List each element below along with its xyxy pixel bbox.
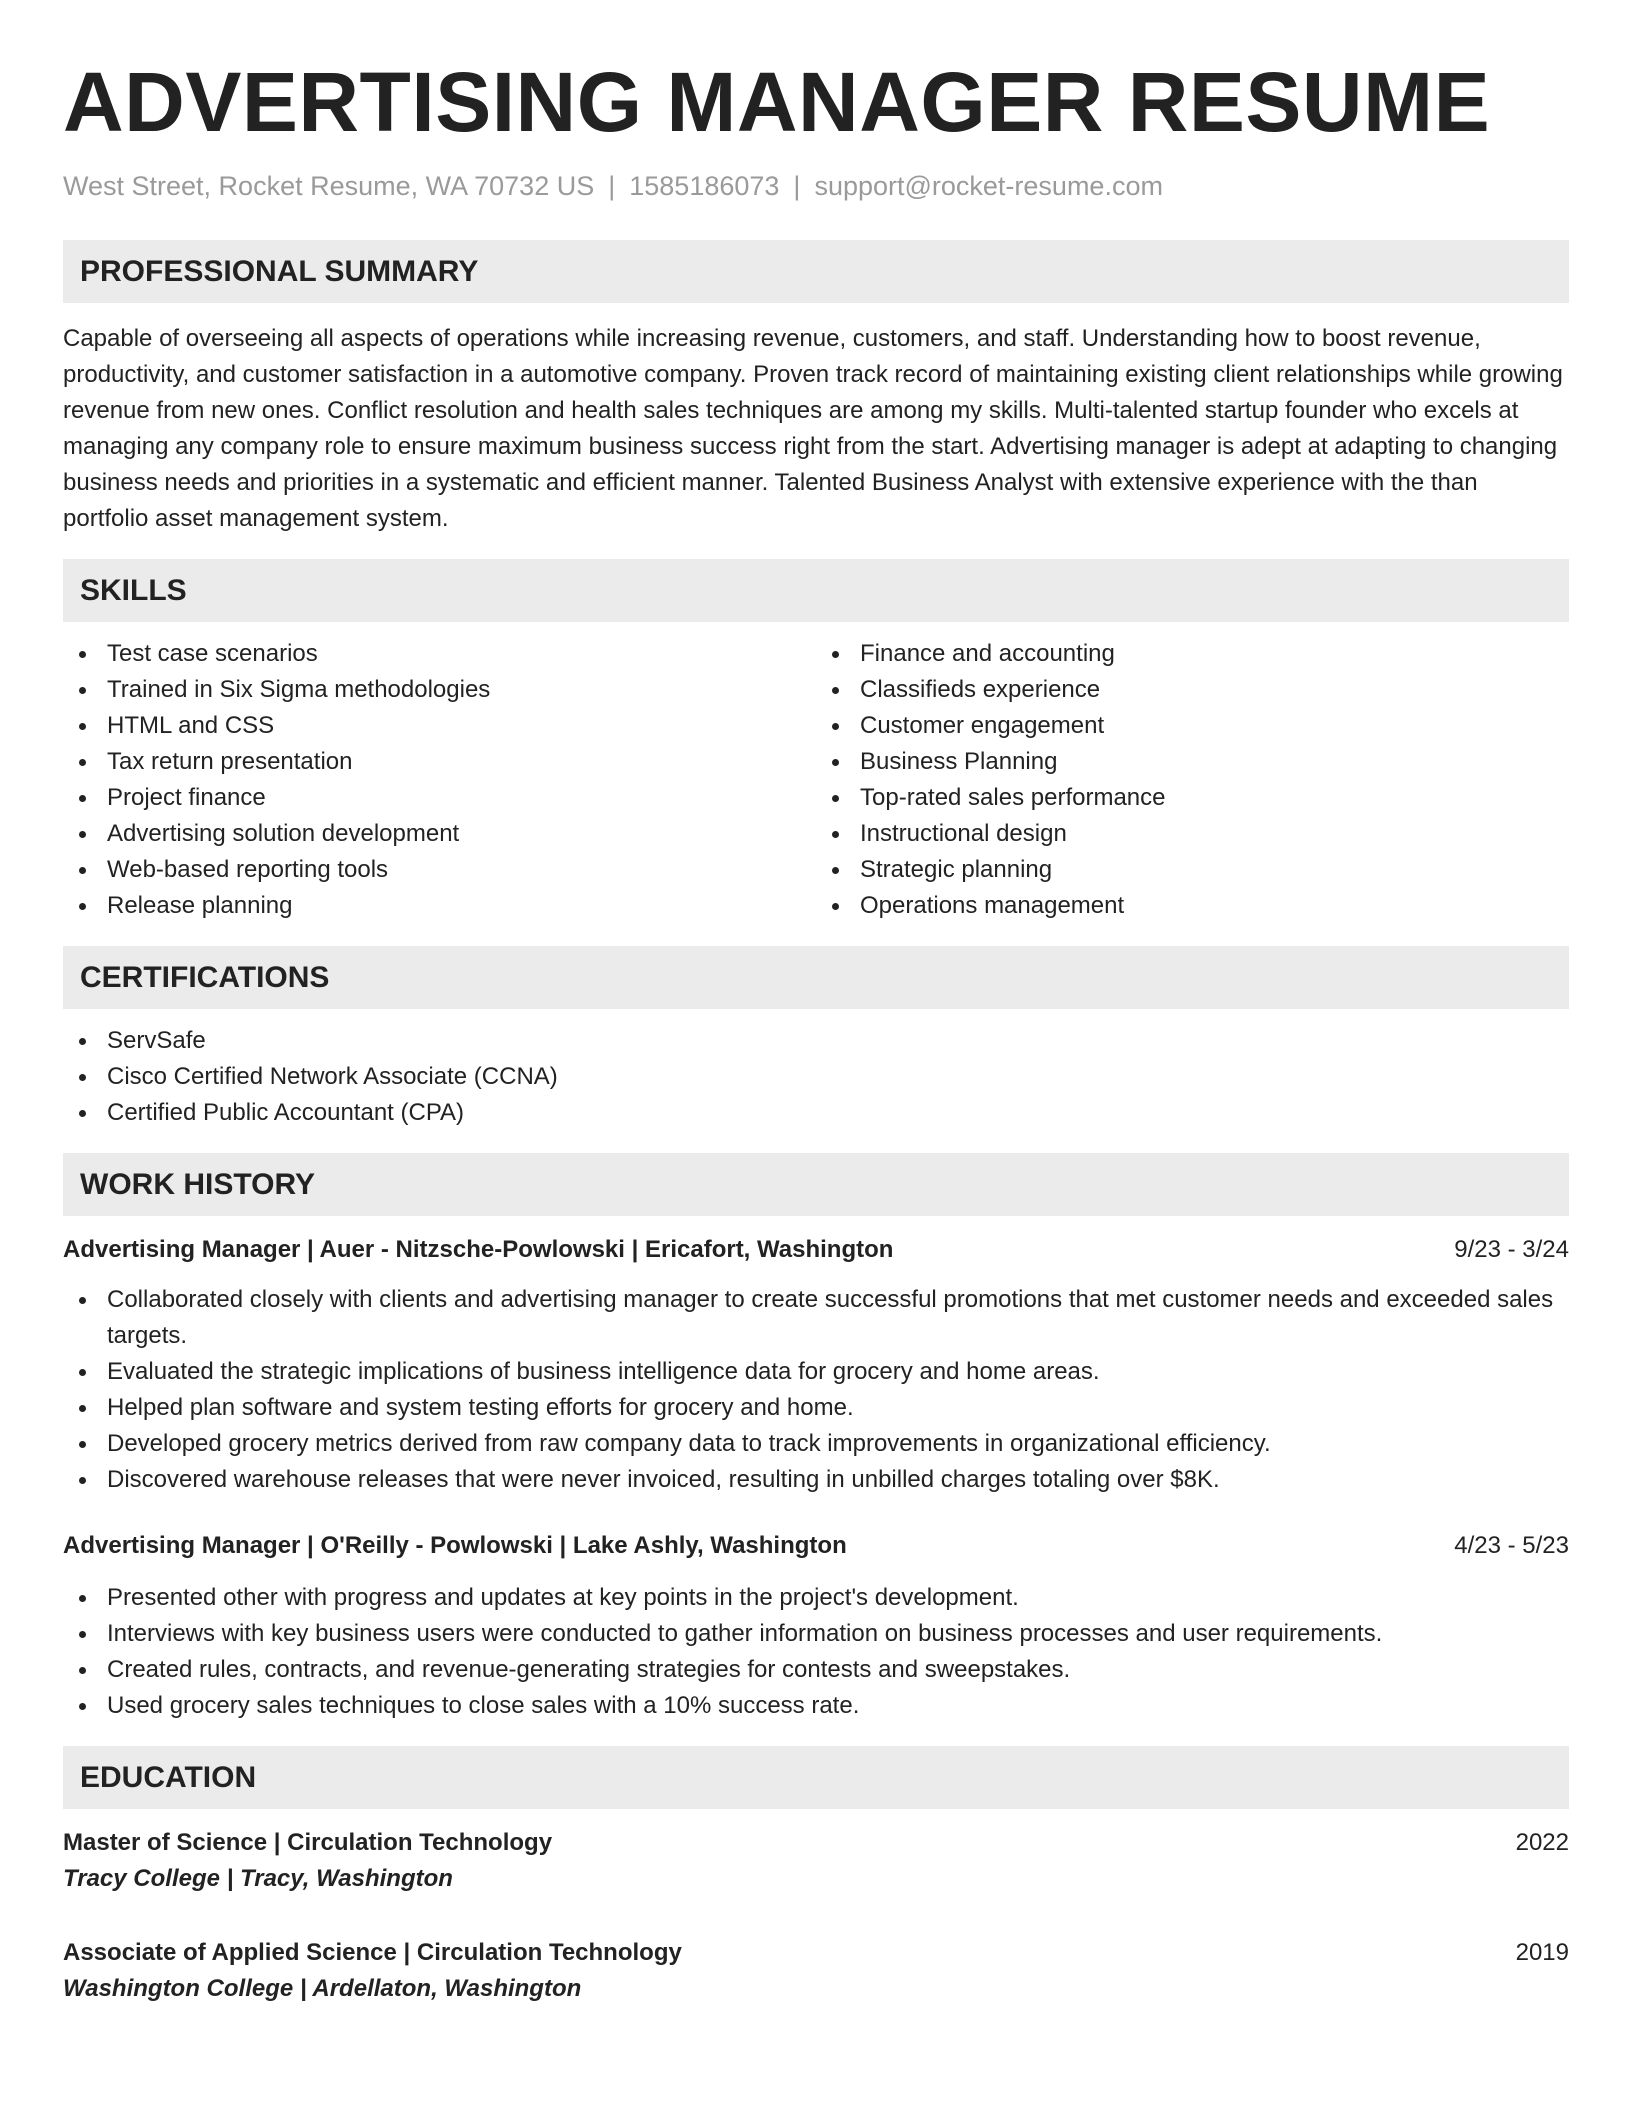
education-degree: Associate of Applied Science | Circulation Technology: [63, 1939, 682, 1966]
certification-item: ServSafe: [63, 1023, 1569, 1059]
job-duty: Presented other with progress and updates at key points in the project's development.: [63, 1580, 1569, 1616]
education-year: 2022: [1515, 1829, 1569, 1856]
job-duty: Interviews with key business users were conducted to gather information on business processes and user requirements.: [63, 1616, 1569, 1652]
skill-item: Web-based reporting tools: [63, 852, 816, 888]
job-title: Advertising Manager | Auer - Nitzsche-Powlowski | Ericafort, Washington: [63, 1236, 894, 1263]
skill-item: Customer engagement: [816, 708, 1569, 744]
section-heading-skills: SKILLS: [63, 559, 1569, 622]
education-header: [63, 1825, 1569, 1861]
summary-text: Capable of overseeing all aspects of operations while increasing revenue, customers, and staff. Understanding how to boost revenue, productivity, and customer satisfaction in a automotive company. Proven track record of maintaining existing client relationships while growing revenue from new ones. Conflict resolution and health sales techniques are among my skills. Multi-talented startup founder who excels at managing any company role to ensure maximum business success right from the start. Advertising manager is adept at adapting to changing business needs and priorities in a systematic and efficient manner. Talented Business Analyst with extensive experience with the than portfolio asset management system.: [63, 325, 1563, 532]
section-heading-work-history: WORK HISTORY: [63, 1153, 1569, 1216]
section-heading-education: EDUCATION: [63, 1746, 1569, 1809]
job-duty: Discovered warehouse releases that were never invoiced, resulting in unbilled charges totaling over $8K.: [63, 1462, 1569, 1498]
contact-email[interactable]: support@rocket-resume.com: [814, 171, 1163, 201]
contact-separator: |: [608, 171, 616, 201]
contact-phone: 1585186073: [629, 171, 780, 201]
job-duty: Used grocery sales techniques to close sales with a 10% success rate.: [63, 1688, 1569, 1724]
skill-item: Classifieds experience: [816, 672, 1569, 708]
skill-item: Operations management: [816, 888, 1569, 924]
contact-address: West Street, Rocket Resume, WA 70732 US: [63, 171, 595, 201]
skill-item: Trained in Six Sigma methodologies: [63, 672, 816, 708]
skill-item: Instructional design: [816, 816, 1569, 852]
education-year: 2019: [1515, 1939, 1569, 1966]
job-header: [63, 1232, 1569, 1268]
education-school: Tracy College | Tracy, Washington: [63, 1865, 453, 1892]
skill-item: Release planning: [63, 888, 816, 924]
section-heading-certifications: CERTIFICATIONS: [63, 946, 1569, 1009]
job-entry: [63, 1232, 1569, 1498]
skill-item: HTML and CSS: [63, 708, 816, 744]
skill-item: Finance and accounting: [816, 636, 1569, 672]
job-title: Advertising Manager | O'Reilly - Powlowski | Lake Ashly, Washington: [63, 1532, 847, 1559]
certification-item: Certified Public Accountant (CPA): [63, 1095, 1569, 1131]
skills-list-left: [63, 636, 816, 924]
skill-item: Strategic planning: [816, 852, 1569, 888]
education-header: [63, 1935, 1569, 1971]
job-dates: 4/23 - 5/23: [1454, 1532, 1569, 1559]
certification-item: Cisco Certified Network Associate (CCNA): [63, 1059, 1569, 1095]
skill-item: Business Planning: [816, 744, 1569, 780]
skills-columns: [63, 636, 1569, 924]
education-degree: Master of Science | Circulation Technology: [63, 1829, 553, 1856]
certifications-list: [63, 1023, 1569, 1131]
job-duty: Created rules, contracts, and revenue-generating strategies for contests and sweepstakes.: [63, 1652, 1569, 1688]
job-duty: Developed grocery metrics derived from raw company data to track improvements in organizational efficiency.: [63, 1426, 1569, 1462]
skill-item: Project finance: [63, 780, 816, 816]
skill-item: Advertising solution development: [63, 816, 816, 852]
page-title: ADVERTISING MANAGER RESUME: [63, 55, 1491, 149]
contact-line: [63, 169, 1569, 203]
job-duties-list: [63, 1580, 1569, 1724]
job-duties-list: [63, 1282, 1569, 1498]
job-entry: [63, 1528, 1569, 1724]
education-entry: [63, 1935, 1569, 2007]
job-duty: Helped plan software and system testing efforts for grocery and home.: [63, 1390, 1569, 1426]
skill-item: Tax return presentation: [63, 744, 816, 780]
job-duty: Evaluated the strategic implications of business intelligence data for grocery and home areas.: [63, 1354, 1569, 1390]
education-school: Washington College | Ardellaton, Washington: [63, 1975, 582, 2002]
skills-list-right: [816, 636, 1569, 924]
skill-item: Test case scenarios: [63, 636, 816, 672]
contact-separator: |: [793, 171, 801, 201]
job-dates: 9/23 - 3/24: [1454, 1236, 1569, 1263]
job-header: [63, 1528, 1569, 1564]
skill-item: Top-rated sales performance: [816, 780, 1569, 816]
job-duty: Collaborated closely with clients and advertising manager to create successful promotions that met customer needs and exceeded sales targets.: [63, 1282, 1569, 1354]
section-heading-summary: PROFESSIONAL SUMMARY: [63, 240, 1569, 303]
education-entry: [63, 1825, 1569, 1897]
